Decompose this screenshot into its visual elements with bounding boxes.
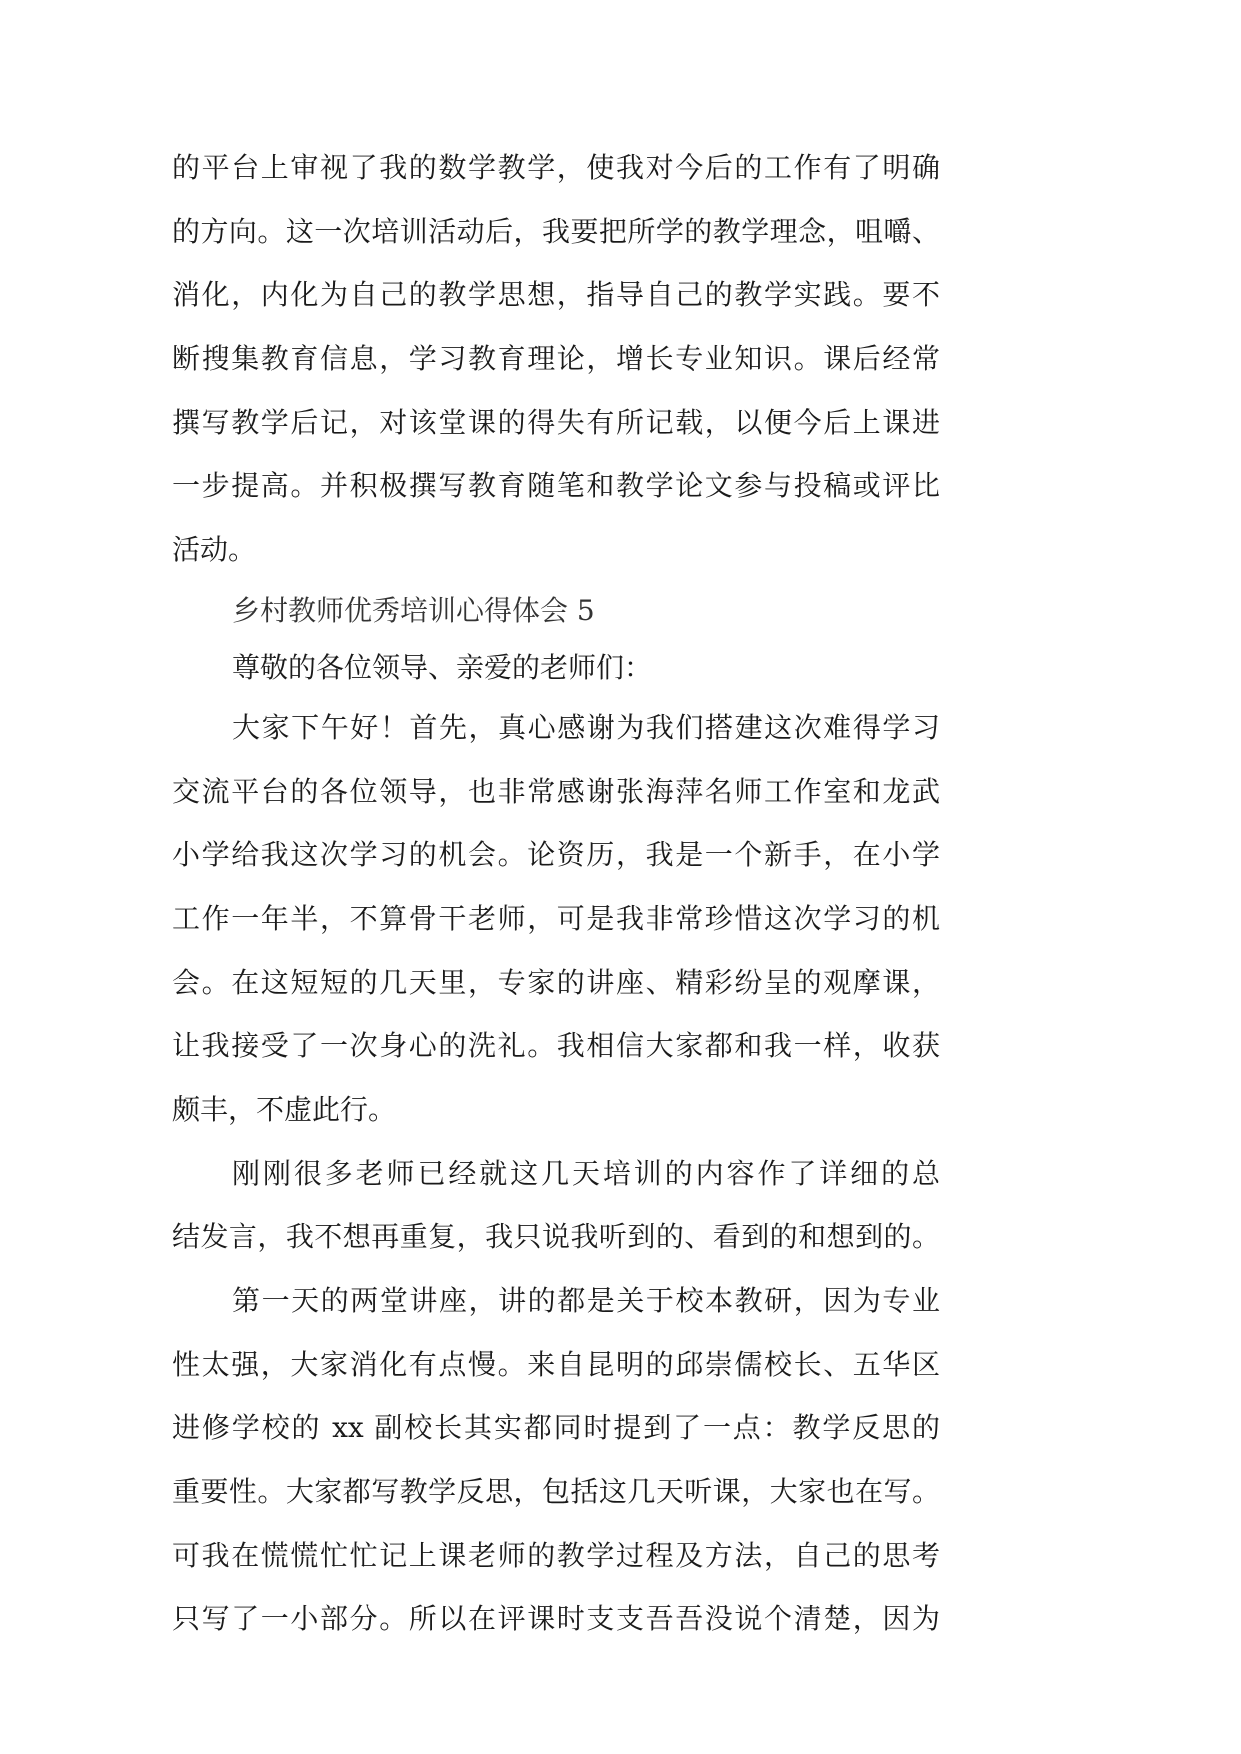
text-line: 颇丰，不虚此行。	[172, 1092, 397, 1126]
text-line: 第一天的两堂讲座，讲的都是关于校本教研，因为专业	[232, 1284, 940, 1317]
text-line: 让我接受了一次身心的洗礼。我相信大家都和我一样，收获	[172, 1029, 940, 1063]
text-line: 交流平台的各位领导，也非常感谢张海萍名师工作室和龙武	[172, 774, 940, 808]
paragraph	[172, 696, 940, 1142]
text-line: 结发言，我不想再重复，我只说我听到的、看到的和想到的。	[172, 1220, 940, 1254]
salutation: 尊敬的各位领导、亲爱的老师们：	[232, 650, 653, 684]
text-line: 小学给我这次学习的机会。论资历，我是一个新手，在小学	[172, 838, 940, 872]
text-line: 工作一年半，不算骨干老师，可是我非常珍惜这次学习的机	[172, 901, 940, 935]
text-line: 消化，内化为自己的教学思想，指导自己的教学实践。要不	[172, 278, 940, 312]
document-body	[172, 136, 940, 1651]
text-line: 撰写教学后记，对该堂课的得失有所记载，以便今后上课进	[172, 405, 940, 439]
text-line: 可我在慌慌忙忙记上课老师的教学过程及方法，自己的思考	[172, 1538, 940, 1572]
section-heading	[172, 582, 940, 639]
text-line: 一步提高。并积极撰写教育随笔和教学论文参与投稿或评比	[172, 469, 940, 503]
section-title: 乡村教师优秀培训心得体会 5	[232, 593, 595, 627]
text-line: 断搜集教育信息，学习教育理论，增长专业知识。课后经常	[172, 342, 940, 376]
salutation-paragraph	[172, 639, 940, 696]
text-line: 只写了一小部分。所以在评课时支支吾吾没说个清楚，因为	[172, 1602, 940, 1636]
paragraph	[172, 136, 940, 582]
text-line: 活动。	[172, 533, 257, 567]
text-line: 的平台上审视了我的数学教学，使我对今后的工作有了明确	[172, 151, 940, 184]
paragraph	[172, 1269, 940, 1651]
paragraph	[172, 1142, 940, 1269]
text-line: 的方向。这一次培训活动后，我要把所学的教学理念，咀嚼、	[172, 214, 940, 248]
text-line: 会。在这短短的几天里，专家的讲座、精彩纷呈的观摩课，	[172, 965, 940, 999]
text-line: 进修学校的 xx 副校长其实都同时提到了一点：教学反思的	[172, 1411, 940, 1445]
text-line: 性太强，大家消化有点慢。来自昆明的邱崇儒校长、五华区	[172, 1347, 940, 1381]
text-line: 刚刚很多老师已经就这几天培训的内容作了详细的总	[232, 1156, 940, 1190]
text-line: 重要性。大家都写教学反思，包括这几天听课，大家也在写。	[172, 1475, 940, 1509]
text-line: 大家下午好！首先，真心感谢为我们搭建这次难得学习	[232, 710, 940, 744]
